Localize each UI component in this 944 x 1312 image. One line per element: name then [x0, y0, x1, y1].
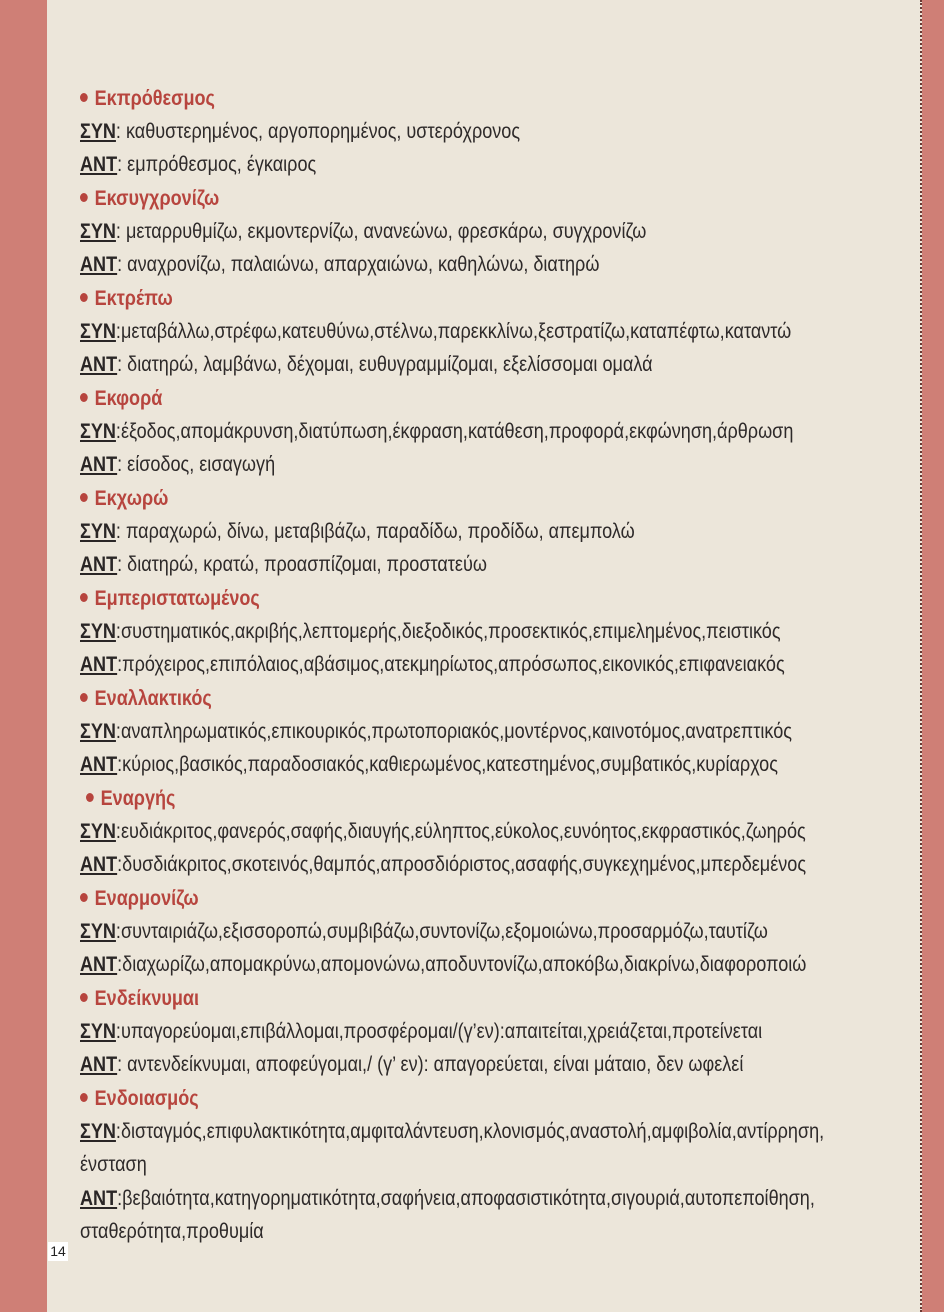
synonyms-line: ΣΥΝ:μεταβάλλω,στρέφω,κατευθύνω,στέλνω,παρεκκλίνω,ξεστρατίζω,καταπέφτω,καταντώ [80, 320, 792, 343]
synonyms-text: υπαγορεύομαι,επιβάλλομαι,προσφέρομαι/(γ’εν):απαιτείται,χρειάζεται,προτείνεται [120, 1020, 763, 1043]
antonyms-line: ΑΝΤ:διαχωρίζω,απομακρύνω,απομονώνω,αποδυντονίζω,αποκόβω,διακρίνω,διαφοροποιώ [80, 953, 807, 976]
antonyms-text: διατηρώ, λαμβάνω, δέχομαι, ευθυγραμμίζομαι, εξελίσσομαι ομαλά [127, 353, 653, 376]
ant-label: ΑΝΤ [80, 353, 118, 376]
synonyms-text: συνταιριάζω,εξισσοροπώ,συμβιβάζω,συντονίζω,εξομοιώνω,προσαρμόζω,ταυτίζω [120, 920, 768, 943]
antonyms-text: διαχωρίζω,απομακρύνω,απομονώνω,αποδυντονίζω,αποκόβω,διακρίνω,διαφοροποιώ [122, 953, 807, 976]
bullet-icon [80, 493, 88, 502]
bullet-icon [80, 893, 88, 902]
synonyms-line: ΣΥΝ:δισταγμός,επιφυλακτικότητα,αμφιταλάντευση,κλονισμός,αναστολή,αμφιβολία,αντίρρηση, [80, 1120, 825, 1143]
antonyms-text: εμπρόθεσμος, έγκαιρος [127, 153, 317, 176]
synonyms-text: ευδιάκριτος,φανερός,σαφής,διαυγής,εύληπτος,εύκολος,ευνόητος,εκφραστικός,ζωηρός [120, 820, 806, 843]
antonyms-text: είσοδος, εισαγωγή [127, 453, 276, 476]
bullet-icon [80, 93, 88, 102]
syn-label: ΣΥΝ [80, 920, 116, 943]
term-label: Εκτρέπω [94, 287, 173, 310]
term-label: Εμπεριστατωμένος [94, 587, 260, 610]
entry-term [80, 482, 168, 515]
synonyms-text: δισταγμός,επιφυλακτικότητα,αμφιταλάντευση,κλονισμός,αναστολή,αμφιβολία,αντίρρηση, [120, 1120, 825, 1143]
antonyms-line: ΑΝΤ:πρόχειρος,επιπόλαιος,αβάσιμος,ατεκμηρίωτος,απρόσωπος,εικονικός,επιφανειακός [80, 653, 785, 676]
antonyms-line: ΑΝΤ:βεβαιότητα,κατηγορηματικότητα,σαφήνεια,αποφασιστικότητα,σιγουριά,αυτοπεποίθηση, [80, 1187, 815, 1210]
bullet-icon [80, 693, 88, 702]
bullet-icon [80, 193, 88, 202]
antonyms-line: ΑΝΤ: διατηρώ, κρατώ, προασπίζομαι, προστατεύω [80, 553, 487, 576]
term-label: Εκσυγχρονίζω [94, 187, 220, 210]
bullet-icon [80, 393, 88, 402]
syn-label: ΣΥΝ [80, 620, 116, 643]
synonyms-line: ΣΥΝ:συστηματικός,ακριβής,λεπτομερής,διεξοδικός,προσεκτικός,επιμελημένος,πειστικός [80, 620, 781, 643]
synonyms-text: έξοδος,απομάκρυνση,διατύπωση,έκφραση,κατάθεση,προφορά,εκφώνηση,άρθρωση [120, 420, 794, 443]
ant-label: ΑΝΤ [80, 853, 118, 876]
entry-term [86, 782, 175, 815]
entry-term [80, 282, 173, 315]
syn-label: ΣΥΝ [80, 420, 116, 443]
synonyms-text: συστηματικός,ακριβής,λεπτομερής,διεξοδικός,προσεκτικός,επιμελημένος,πειστικός [120, 620, 781, 643]
term-label: Εναλλακτικός [94, 687, 212, 710]
bullet-icon [86, 793, 94, 802]
antonyms-line: ΑΝΤ: διατηρώ, λαμβάνω, δέχομαι, ευθυγραμμίζομαι, εξελίσσομαι ομαλά [80, 353, 653, 376]
entry-term [80, 582, 260, 615]
ant-label: ΑΝΤ [80, 553, 118, 576]
synonyms-line: ΣΥΝ: καθυστερημένος, αργοπορημένος, υστερόχρονος [80, 120, 521, 143]
antonyms-continuation [80, 1215, 264, 1248]
synonyms-text: καθυστερημένος, αργοπορημένος, υστερόχρονος [125, 120, 521, 143]
syn-label: ΣΥΝ [80, 1120, 116, 1143]
entry-term [80, 382, 162, 415]
synonyms-line: ΣΥΝ:έξοδος,απομάκρυνση,διατύπωση,έκφραση,κατάθεση,προφορά,εκφώνηση,άρθρωση [80, 420, 794, 443]
entry-term [80, 182, 219, 215]
syn-label: ΣΥΝ [80, 820, 116, 843]
right-border [922, 0, 944, 1312]
ant-label: ΑΝΤ [80, 1053, 118, 1076]
syn-label: ΣΥΝ [80, 220, 116, 243]
synonyms-text: αναπληρωματικός,επικουρικός,πρωτοποριακός,μοντέρνος,καινοτόμος,ανατρεπτικός [120, 720, 792, 743]
term-label: Εκχωρώ [94, 487, 169, 510]
syn-label: ΣΥΝ [80, 520, 116, 543]
ant-label: ΑΝΤ [80, 1187, 118, 1210]
entry-term [80, 82, 215, 115]
bullet-icon [80, 593, 88, 602]
term-label: Εναρμονίζω [94, 887, 199, 910]
antonyms-line: ΑΝΤ: αναχρονίζω, παλαιώνω, απαρχαιώνω, καθηλώνω, διατηρώ [80, 253, 600, 276]
bullet-icon [80, 993, 88, 1002]
syn-label: ΣΥΝ [80, 320, 116, 343]
ant-label: ΑΝΤ [80, 953, 118, 976]
term-label: Ενδοιασμός [94, 1087, 199, 1110]
term-label: Εναργής [100, 787, 176, 810]
term-label: Ενδείκνυμαι [94, 987, 200, 1010]
syn-label: ΣΥΝ [80, 720, 116, 743]
antonyms-line: ΑΝΤ: είσοδος, εισαγωγή [80, 453, 276, 476]
syn-label: ΣΥΝ [80, 1020, 116, 1043]
entry-term [80, 982, 199, 1015]
synonyms-text: μεταρρυθμίζω, εκμοντερνίζω, ανανεώνω, φρεσκάρω, συγχρονίζω [125, 220, 647, 243]
synonyms-line: ΣΥΝ: παραχωρώ, δίνω, μεταβιβάζω, παραδίδω, προδίδω, απεμπολώ [80, 520, 635, 543]
left-border [0, 0, 47, 1312]
synonyms-line: ΣΥΝ:ευδιάκριτος,φανερός,σαφής,διαυγής,εύληπτος,εύκολος,ευνόητος,εκφραστικός,ζωηρός [80, 820, 806, 843]
antonyms-text: αναχρονίζω, παλαιώνω, απαρχαιώνω, καθηλώνω, διατηρώ [127, 253, 600, 276]
bullet-icon [80, 1093, 88, 1102]
entry-term [80, 1082, 199, 1115]
antonyms-text: πρόχειρος,επιπόλαιος,αβάσιμος,ατεκμηρίωτος,απρόσωπος,εικονικός,επιφανειακός [122, 653, 785, 676]
antonyms-text-cont: σταθερότητα,προθυμία [80, 1220, 264, 1243]
term-label: Εκφορά [94, 387, 163, 410]
antonyms-text: βεβαιότητα,κατηγορηματικότητα,σαφήνεια,αποφασιστικότητα,σιγουριά,αυτοπεποίθηση, [122, 1187, 815, 1210]
antonyms-text: κύριος,βασικός,παραδοσιακός,καθιερωμένος,κατεστημένος,συμβατικός,κυρίαρχος [122, 753, 778, 776]
synonyms-continuation [80, 1148, 147, 1181]
syn-label: ΣΥΝ [80, 120, 116, 143]
synonyms-text: μεταβάλλω,στρέφω,κατευθύνω,στέλνω,παρεκκλίνω,ξεστρατίζω,καταπέφτω,καταντώ [120, 320, 792, 343]
ant-label: ΑΝΤ [80, 753, 118, 776]
ant-label: ΑΝΤ [80, 653, 118, 676]
synonyms-line: ΣΥΝ: μεταρρυθμίζω, εκμοντερνίζω, ανανεώνω, φρεσκάρω, συγχρονίζω [80, 220, 647, 243]
antonyms-line: ΑΝΤ: εμπρόθεσμος, έγκαιρος [80, 153, 317, 176]
antonyms-text: δυσδιάκριτος,σκοτεινός,θαμπός,απροσδιόριστος,ασαφής,συγκεχημένος,μπερδεμένος [122, 853, 807, 876]
antonyms-line: ΑΝΤ:δυσδιάκριτος,σκοτεινός,θαμπός,απροσδιόριστος,ασαφής,συγκεχημένος,μπερδεμένος [80, 853, 807, 876]
entry-term [80, 682, 212, 715]
ant-label: ΑΝΤ [80, 253, 118, 276]
bullet-icon [80, 293, 88, 302]
antonyms-line: ΑΝΤ: αντενδείκνυμαι, αποφεύγομαι,/ (γ’ εν): απαγορεύεται, είναι μάταιο, δεν ωφελεί [80, 1053, 744, 1076]
page-number: 14 [48, 1242, 68, 1261]
synonyms-line: ΣΥΝ:συνταιριάζω,εξισσοροπώ,συμβιβάζω,συντονίζω,εξομοιώνω,προσαρμόζω,ταυτίζω [80, 920, 768, 943]
synonyms-line: ΣΥΝ:υπαγορεύομαι,επιβάλλομαι,προσφέρομαι/(γ’εν):απαιτείται,χρειάζεται,προτείνεται [80, 1020, 763, 1043]
antonyms-text: διατηρώ, κρατώ, προασπίζομαι, προστατεύω [127, 553, 487, 576]
antonyms-text: αντενδείκνυμαι, αποφεύγομαι,/ (γ’ εν): απαγορεύεται, είναι μάταιο, δεν ωφελεί [127, 1053, 744, 1076]
antonyms-line: ΑΝΤ:κύριος,βασικός,παραδοσιακός,καθιερωμένος,κατεστημένος,συμβατικός,κυρίαρχος [80, 753, 778, 776]
ant-label: ΑΝΤ [80, 153, 118, 176]
synonyms-line: ΣΥΝ:αναπληρωματικός,επικουρικός,πρωτοποριακός,μοντέρνος,καινοτόμος,ανατρεπτικός [80, 720, 792, 743]
synonyms-text-cont: ένσταση [80, 1153, 147, 1176]
synonyms-text: παραχωρώ, δίνω, μεταβιβάζω, παραδίδω, προδίδω, απεμπολώ [125, 520, 635, 543]
term-label: Εκπρόθεσμος [94, 87, 215, 110]
ant-label: ΑΝΤ [80, 453, 118, 476]
entry-term [80, 882, 199, 915]
